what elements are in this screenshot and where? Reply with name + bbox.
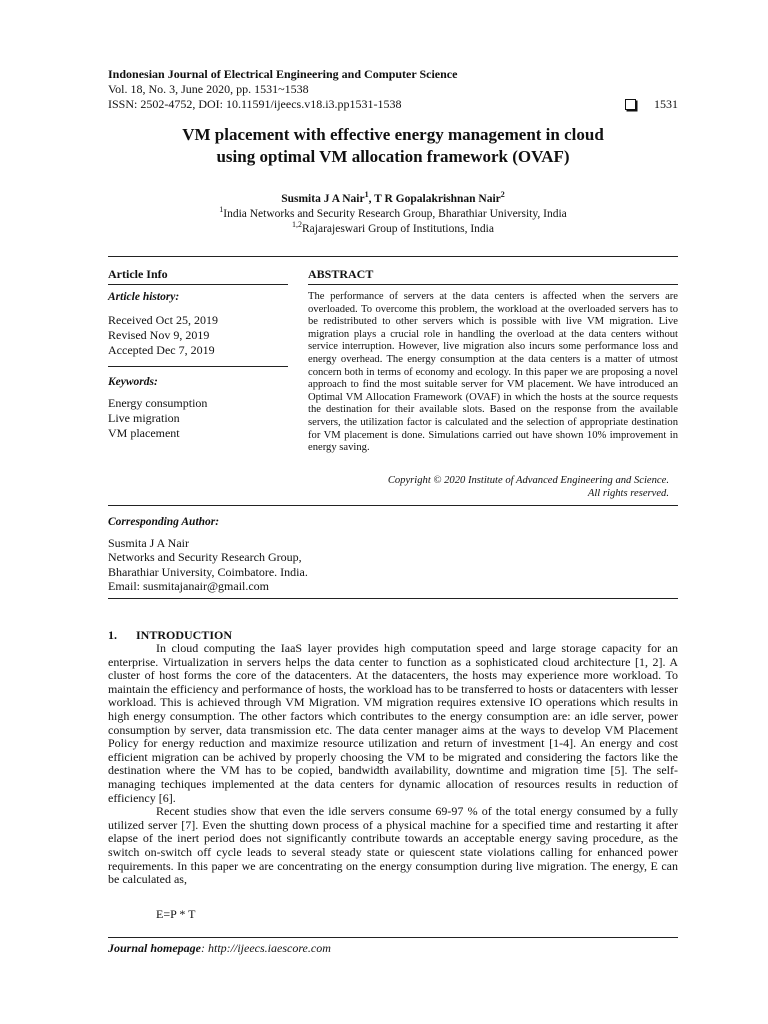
footer-rule — [108, 937, 678, 938]
section-number: 1. — [108, 628, 117, 642]
intro-paragraph-2: Recent studies show that even the idle servers consume 69-97 % of the total energy consumed by a fully utilized server [7]. Even the shutting down process of a physical machine for a specified time and restarting it after elapse of the inert period does not significantly contribute towards an acceptable energy saving procedure, as the switch on-switch off cycle leads to several steady state or quiescent state violations calling for enhanced power requirements. In this paper we are concentrating on the energy consumption during live migration. The energy, E can be calculated as, — [108, 804, 678, 887]
title-line-2: using optimal VM allocation framework (OVAF) — [216, 147, 570, 166]
corresponding-label: Corresponding Author: — [108, 516, 220, 528]
journal-footer: Journal homepage: http://ijeecs.iaescore.com — [108, 941, 331, 955]
info-rule-1 — [108, 284, 288, 285]
author-2-sup: 2 — [500, 190, 505, 200]
author-1: Susmita J A Nair — [281, 193, 365, 205]
footer-label: Journal homepage — [108, 941, 202, 955]
journal-header — [108, 67, 678, 112]
keywords-label: Keywords: — [108, 376, 158, 388]
article-info-heading: Article Info — [108, 267, 168, 281]
top-rule — [108, 256, 678, 257]
title-line-1: VM placement with effective energy management in cloud — [182, 125, 604, 144]
keywords-block — [108, 375, 288, 441]
energy-equation: E=P * T — [156, 907, 196, 921]
abstract-rule — [308, 284, 678, 285]
keyword-item: Live migration — [108, 411, 180, 425]
keyword-item: VM placement — [108, 426, 180, 440]
history-label: Article history: — [108, 291, 180, 303]
journal-volume: Vol. 18, No. 3, June 2020, pp. 1531~1538 — [108, 82, 309, 96]
corresponding-line: Susmita J A Nair — [108, 535, 190, 550]
box-icon — [625, 99, 636, 110]
paper-title — [108, 124, 678, 168]
introduction-body — [108, 642, 678, 887]
author-block — [108, 192, 678, 237]
info-rule-2 — [108, 366, 288, 367]
journal-name: Indonesian Journal of Electrical Engineering and Computer Science — [108, 67, 458, 81]
corresponding-author — [108, 515, 468, 594]
author-1-sup: 1 — [364, 190, 369, 200]
copyright-notice: Copyright © 2020 Institute of Advanced Engineering and Science. All rights reserved. — [387, 475, 669, 499]
accepted-date: Accepted Dec 7, 2019 — [108, 343, 215, 357]
intro-paragraph-1: In cloud computing the IaaS layer provides high computation speed and large storage capacity for an enterprise. Virtualization in servers helps the data center to function as a sophisticated cloud architecture [1, 2]. A cluster of host forms the core of the datacenters. At the datacenters, the hosts may experience more workload. To maintain the efficiency and performance of hosts, the workload has to be transferred to hosts or datacenters with lesser workload. This is achieved through VM Migration. VM migration requires extensive IO operations which results in high energy consumption. The other factors which contributes to the energy consumption are: an idle server, power consumption by server, data transmission etc. The data center manager aims at the ways to develop VM Placement Policy for energy reduction and maximize resource utilization and return of investment [1-4]. An energy and cost efficient migration can be achived by properly choosing the VM to be migrated and considering the factors like the destination where the VM has to be copied, bandwidth availability, downtime and migration time [5]. The self-managing techiques implemented at the data centers for dynamic allocation of resources results in reduction of efficiency [6]. — [108, 641, 678, 805]
mid-rule — [108, 505, 678, 506]
keyword-item: Energy consumption — [108, 396, 208, 410]
affiliation-1: $^1$India Networks and Security Research Group, Bharathiar University, India — [219, 205, 567, 220]
corr-rule — [108, 598, 678, 599]
section-title: INTRODUCTION — [136, 628, 233, 642]
journal-homepage-link[interactable]: http://ijeecs.iaescore.com — [208, 941, 331, 955]
corresponding-line: Bharathiar University, Coimbatore. India. — [108, 564, 308, 579]
author-2: T R Gopalakrishnan Nair — [374, 193, 501, 205]
journal-issn-doi: ISSN: 2502-4752, DOI: 10.11591/ijeecs.v18.i3.pp1531-1538 — [108, 97, 402, 111]
corresponding-line: Networks and Security Research Group, — [108, 550, 302, 564]
affiliation-2: $^{1,2}$Rajarajeswari Group of Institutions, India — [292, 220, 494, 235]
abstract-text: The performance of servers at the data centers is affected when the servers are overloaded. To overcome this problem, the workload at the overloaded servers has to be redistributed to other servers which is possible with live VM migration. Live migration plays a crucial role in handling the overload at the data centers without service interruption. However, live migration also incurs some performance loss and energy overhead. The energy consumption at the data centers is a matter of utmost concern both in terms of economy and ecology. In this paper we are proposing a novel approach to find the most suitable server for VM placement. We have introduced an Optimal VM Allocation Framework (OVAF) in which the hosts at the source requests the destination for their available slots. Based on the response from the available servers, the utilization factor is calculated and the selection of appropriate destination for VM placement is done. Simulations carried out have shown 10% improvement in energy saving. — [308, 291, 678, 454]
author-names: Susmita J A Nair$^1$, T R Gopalakrishnan Nair$^2$ — [281, 190, 505, 205]
revised-date: Revised Nov 9, 2019 — [108, 328, 210, 342]
page-number: 1531 — [654, 97, 678, 111]
corresponding-email: Email: susmitajanair@gmail.com — [108, 579, 270, 593]
received-date: Received Oct 25, 2019 — [108, 313, 218, 327]
article-history — [108, 290, 288, 358]
abstract-heading: ABSTRACT — [308, 267, 374, 281]
